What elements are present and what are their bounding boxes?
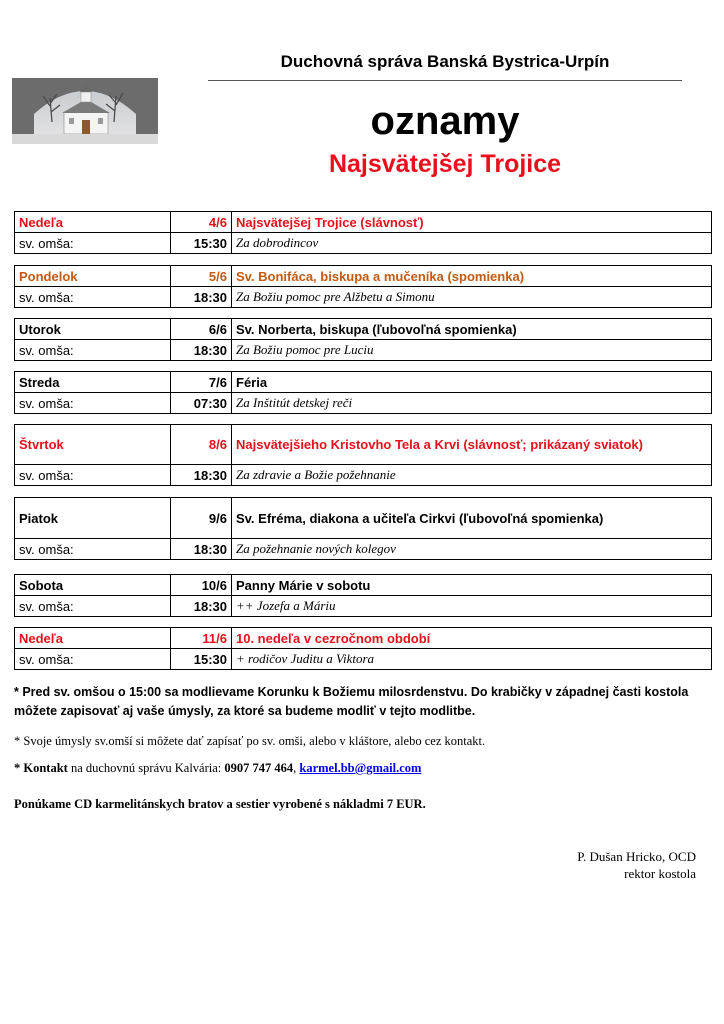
day-name: Štvrtok [15,425,171,465]
schedule-day-block [14,371,712,414]
mass-label: sv. omša: [15,287,171,308]
mass-intention: + rodičov Juditu a Viktora [232,649,712,670]
contact-text: na duchovnú správu Kalvária: [67,761,225,775]
schedule-day-block [14,574,712,617]
mass-intention: Za Inštitút detskej reči [232,393,712,414]
day-date: 9/6 [171,498,232,539]
day-name: Nedeľa [15,212,171,233]
mass-label: sv. omša: [15,539,171,560]
mass-label: sv. omša: [15,340,171,361]
feast-name: Sv. Efréma, diakona a učiteľa Cirkvi (ľubovoľná spomienka) [232,498,712,539]
day-name: Sobota [15,575,171,596]
mass-intention: Za Božiu pomoc pre Alžbetu a Simonu [232,287,712,308]
mass-time: 18:30 [171,287,232,308]
contact-phone: 0907 747 464 [224,761,294,775]
feast-name: Sv. Norberta, biskupa (ľubovoľná spomienka) [232,319,712,340]
feast-row [15,319,712,340]
day-date: 8/6 [171,425,232,465]
day-name: Pondelok [15,266,171,287]
church-photo-image [12,78,158,144]
mass-label: sv. omša: [15,393,171,414]
mass-intention: Za zdravie a Božie požehnanie [232,465,712,486]
day-name: Nedeľa [15,628,171,649]
day-date: 4/6 [171,212,232,233]
page-title: oznamy [370,99,520,143]
mass-row [15,465,712,486]
feast-name: Najsvätejšej Trojice (slávnosť) [232,212,712,233]
contact-label: Kontakt [23,761,68,775]
feast-name: 10. nedeľa v cezročnom období [232,628,712,649]
contact-email-link[interactable]: karmel.bb@gmail.com [299,761,422,775]
mass-intention: Za požehnanie nových kolegov [232,539,712,560]
mass-time: 18:30 [171,539,232,560]
feast-row [15,266,712,287]
day-date: 11/6 [171,628,232,649]
intentions-note: * Svoje úmysly sv.omší si môžete dať zapísať po sv. omši, alebo v kláštore, alebo cez kontakt. [14,734,486,748]
mass-label: sv. omša: [15,649,171,670]
mass-time: 15:30 [171,649,232,670]
day-date: 6/6 [171,319,232,340]
schedule-day-block [14,265,712,308]
day-date: 10/6 [171,575,232,596]
cd-offer-note: Ponúkame CD karmelitánskych bratov a sestier vyrobené s nákladmi 7 EUR. [14,797,426,811]
feast-name: Sv. Bonifáca, biskupa a mučeníka (spomienka) [232,266,712,287]
schedule-day-block [14,497,712,560]
mass-intention: Za dobrodincov [232,233,712,254]
contact-note [14,759,704,778]
signature-name: P. Dušan Hricko, OCD [577,849,696,864]
page-subtitle: Najsvätejšej Trojice [328,150,562,178]
mass-intention: Za Božiu pomoc pre Luciu [232,340,712,361]
feast-row [15,425,712,465]
day-name: Piatok [15,498,171,539]
header-divider [208,80,682,81]
mass-time: 18:30 [171,465,232,486]
rosary-note: * Pred sv. omšou o 15:00 sa modlievame Korunku k Božiemu milosrdenstvu. Do krabičky v západnej časti kostola môžete zapisovať aj vaše úmysly, za ktoré sa budeme modliť v tejto modlitbe. [14,685,689,718]
feast-row [15,372,712,393]
day-date: 5/6 [171,266,232,287]
mass-row [15,539,712,560]
mass-label: sv. omša: [15,233,171,254]
day-date: 7/6 [171,372,232,393]
mass-label: sv. omša: [15,596,171,617]
church-photo [12,78,158,144]
schedule-day-block [14,424,712,486]
mass-row [15,287,712,308]
schedule-day-block [14,211,712,254]
mass-time: 07:30 [171,393,232,414]
schedule-day-block [14,318,712,361]
parish-name: Duchovná správa Banská Bystrica-Urpín [280,52,610,71]
contact-separator: , [293,761,300,775]
mass-time: 18:30 [171,596,232,617]
feast-name: Najsvätejšieho Kristovho Tela a Krvi (slávnosť; prikázaný sviatok) [232,425,712,465]
feast-row [15,575,712,596]
feast-name: Panny Márie v sobotu [232,575,712,596]
mass-label: sv. omša: [15,465,171,486]
mass-intention: ++ Jozefa a Máriu [232,596,712,617]
mass-row [15,596,712,617]
mass-row [15,340,712,361]
feast-row [15,498,712,539]
day-name: Streda [15,372,171,393]
signature-role: rektor kostola [624,866,696,881]
mass-time: 18:30 [171,340,232,361]
mass-row [15,393,712,414]
mass-time: 15:30 [171,233,232,254]
feast-row [15,628,712,649]
day-name: Utorok [15,319,171,340]
schedule-day-block [14,627,712,670]
mass-row [15,649,712,670]
contact-prefix: * [14,761,24,775]
feast-row [15,212,712,233]
feast-name: Féria [232,372,712,393]
mass-row [15,233,712,254]
